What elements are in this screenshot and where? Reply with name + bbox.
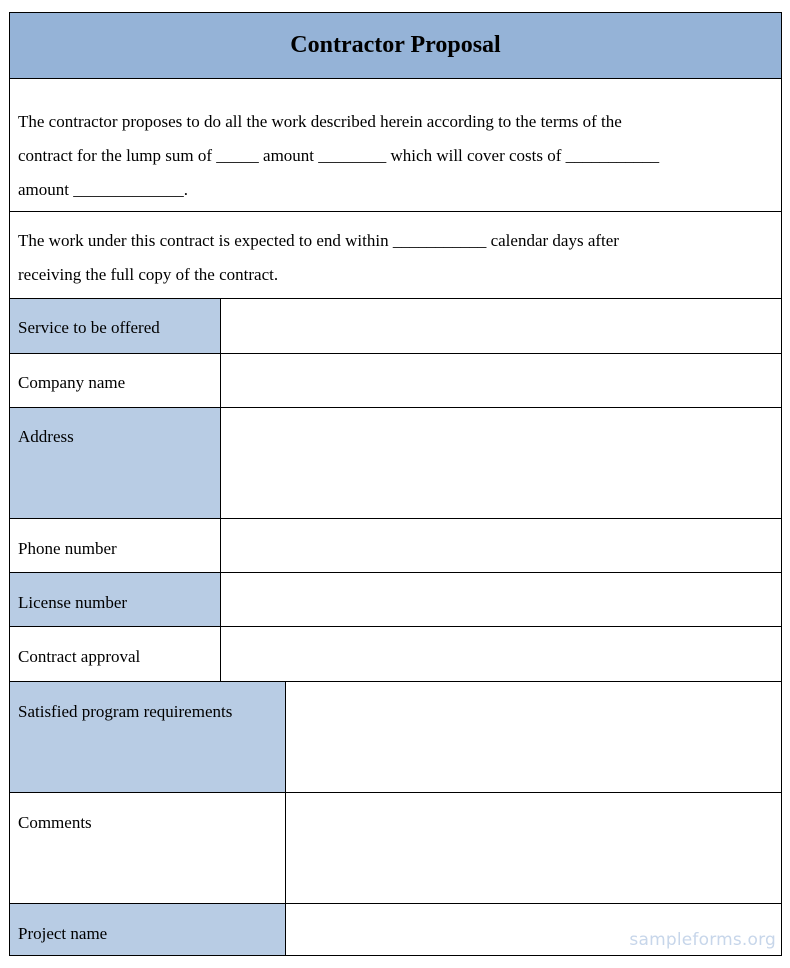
paragraph-line: The contractor proposes to do all the work described herein according to the terms of the bbox=[18, 112, 622, 131]
license-number-value-cell[interactable] bbox=[220, 573, 781, 627]
project-name-label: Project name bbox=[18, 924, 108, 943]
license-number-label: License number bbox=[18, 593, 128, 612]
requirements-label-cell bbox=[10, 682, 285, 793]
contract-approval-label: Contract approval bbox=[18, 647, 141, 666]
license-number-label-cell bbox=[10, 573, 220, 627]
comments-label-cell bbox=[10, 793, 285, 904]
phone-number-label-cell bbox=[10, 519, 220, 573]
service-label-cell bbox=[10, 299, 220, 354]
watermark: sampleforms.org bbox=[629, 930, 776, 950]
paragraph-line: contract for the lump sum of _____ amount ________ which will cover costs of ___________ bbox=[18, 146, 660, 165]
comments-value-cell[interactable] bbox=[285, 793, 781, 904]
address-label-cell bbox=[10, 408, 220, 519]
comments-label: Comments bbox=[18, 813, 92, 832]
company-name-label: Company name bbox=[18, 373, 126, 392]
requirements-label: Satisfied program requirements bbox=[18, 702, 233, 721]
paragraph-line: The work under this contract is expected to end within ___________ calendar days after bbox=[18, 231, 619, 250]
contract-approval-value-cell[interactable] bbox=[220, 627, 781, 682]
paragraph-line: receiving the full copy of the contract. bbox=[18, 265, 279, 284]
service-value-cell[interactable] bbox=[220, 299, 781, 354]
contractor-proposal-form bbox=[9, 12, 782, 956]
paragraph-line: amount _____________. bbox=[18, 180, 188, 199]
completion-paragraph bbox=[10, 212, 781, 299]
lump-sum-paragraph bbox=[10, 98, 781, 212]
form-title: Contractor Proposal bbox=[290, 32, 501, 58]
phone-number-label: Phone number bbox=[18, 539, 117, 558]
company-name-value-cell[interactable] bbox=[220, 354, 781, 408]
title-bar bbox=[10, 13, 781, 79]
requirements-value-cell[interactable] bbox=[285, 682, 781, 793]
service-label: Service to be offered bbox=[18, 318, 160, 337]
company-name-label-cell bbox=[10, 354, 220, 408]
address-value-cell[interactable] bbox=[220, 408, 781, 519]
contract-approval-label-cell bbox=[10, 627, 220, 682]
phone-number-value-cell[interactable] bbox=[220, 519, 781, 573]
address-label: Address bbox=[18, 427, 74, 446]
project-name-label-cell bbox=[10, 904, 285, 955]
